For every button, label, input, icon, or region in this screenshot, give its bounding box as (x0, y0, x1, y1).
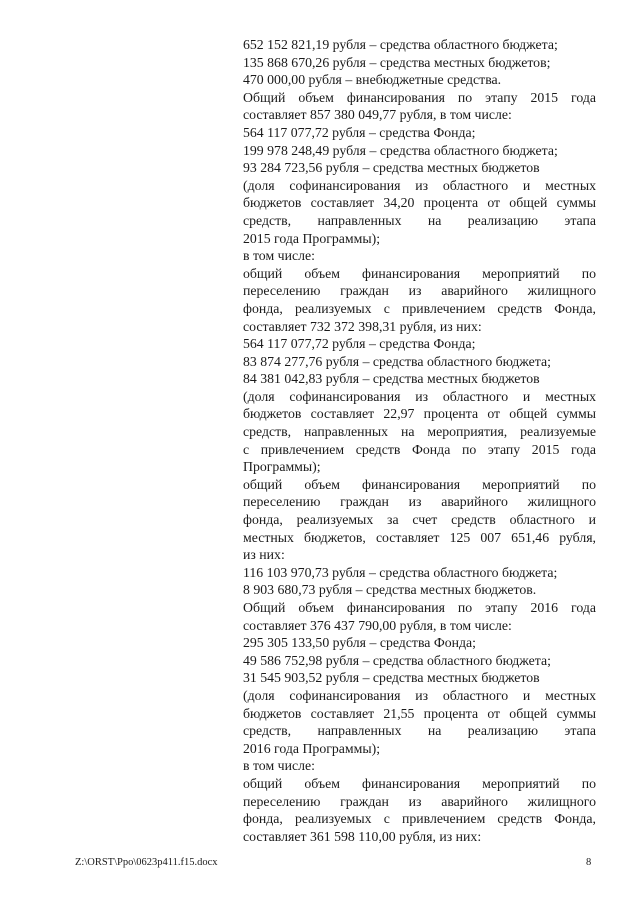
text-line: переселению граждан из аварийного жилищного (243, 283, 596, 299)
text-line: из них: (243, 547, 285, 563)
text-line: 2016 года Программы); (243, 740, 381, 756)
text-line: 83 874 277,76 рубля – средства областного бюджета; (243, 353, 551, 369)
text-line: средств, направленных на мероприятия, реализуемые (243, 424, 596, 440)
text-line: 8 903 680,73 рубля – средства местных бюджетов. (243, 582, 537, 598)
text-line: в том числе: (243, 758, 315, 774)
text-line: общий объем финансирования мероприятий по (243, 476, 596, 492)
text-line: Общий объем финансирования по этапу 2015 года (243, 89, 596, 105)
text-line: 470 000,00 рубля – внебюджетные средства. (243, 72, 502, 88)
text-line: 564 117 077,72 рубля – средства Фонда; (243, 336, 476, 352)
text-line: бюджетов составляет 22,97 процента от общей суммы (243, 406, 596, 422)
text-line: 93 284 723,56 рубля – средства местных бюджетов (243, 160, 540, 176)
text-line: бюджетов составляет 34,20 процента от общей суммы (243, 195, 596, 211)
text-line: 49 586 752,98 рубля – средства областного бюджета; (243, 652, 551, 668)
text-line: 199 978 248,49 рубля – средства областного бюджета; (243, 142, 558, 158)
text-line: средств, направленных на реализацию этапа (243, 723, 596, 739)
text-line: 295 305 133,50 рубля – средства Фонда; (243, 635, 477, 651)
text-line: 135 868 670,26 рубля – средства местных бюджетов; (243, 54, 551, 70)
text-line: общий объем финансирования мероприятий по (243, 265, 596, 281)
text-line: составляет 361 598 110,00 рубля, из них: (243, 828, 482, 844)
text-line: с привлечением средств Фонда по этапу 2015 года (243, 441, 596, 457)
text-line: Программы); (243, 459, 321, 475)
text-line: 84 381 042,83 рубля – средства местных бюджетов (243, 371, 540, 387)
body-text (243, 36, 596, 845)
footer-file-path: Z:\ORST\Ppo\0623p411.f15.docx (75, 857, 218, 868)
text-line: (доля софинансирования из областного и местных (243, 388, 596, 404)
text-line: бюджетов составляет 21,55 процента от общей суммы (243, 705, 596, 721)
page-number: 8 (586, 857, 592, 868)
text-line: переселению граждан из аварийного жилищного (243, 494, 596, 510)
text-line: составляет 376 437 790,00 рубля, в том числе: (243, 617, 512, 633)
text-line: общий объем финансирования мероприятий по (243, 775, 596, 791)
text-line: переселению граждан из аварийного жилищного (243, 793, 596, 809)
text-line: местных бюджетов, составляет 125 007 651,46 рубля, (243, 529, 596, 545)
text-line: 652 152 821,19 рубля – средства областного бюджета; (243, 37, 558, 52)
text-line: 116 103 970,73 рубля – средства областного бюджета; (243, 564, 558, 580)
text-line: (доля софинансирования из областного и местных (243, 687, 596, 703)
text-line: фонда, реализуемых за счет средств областного и (243, 512, 596, 528)
text-line: средств, направленных на реализацию этапа (243, 212, 596, 228)
text-line: фонда, реализуемых с привлечением средств Фонда, (243, 811, 596, 827)
text-line: в том числе: (243, 248, 315, 264)
text-line: Общий объем финансирования по этапу 2016 года (243, 600, 596, 615)
text-line: фонда, реализуемых с привлечением средств Фонда, (243, 300, 596, 316)
text-line: (доля софинансирования из областного и местных (243, 177, 596, 193)
text-line: составляет 857 380 049,77 рубля, в том числе: (243, 107, 512, 123)
text-line: составляет 732 372 398,31 рубля, из них: (243, 318, 482, 334)
text-line: 2015 года Программы); (243, 230, 381, 246)
text-line: 564 117 077,72 рубля – средства Фонда; (243, 124, 476, 140)
text-line: 31 545 903,52 рубля – средства местных бюджетов (243, 670, 540, 686)
